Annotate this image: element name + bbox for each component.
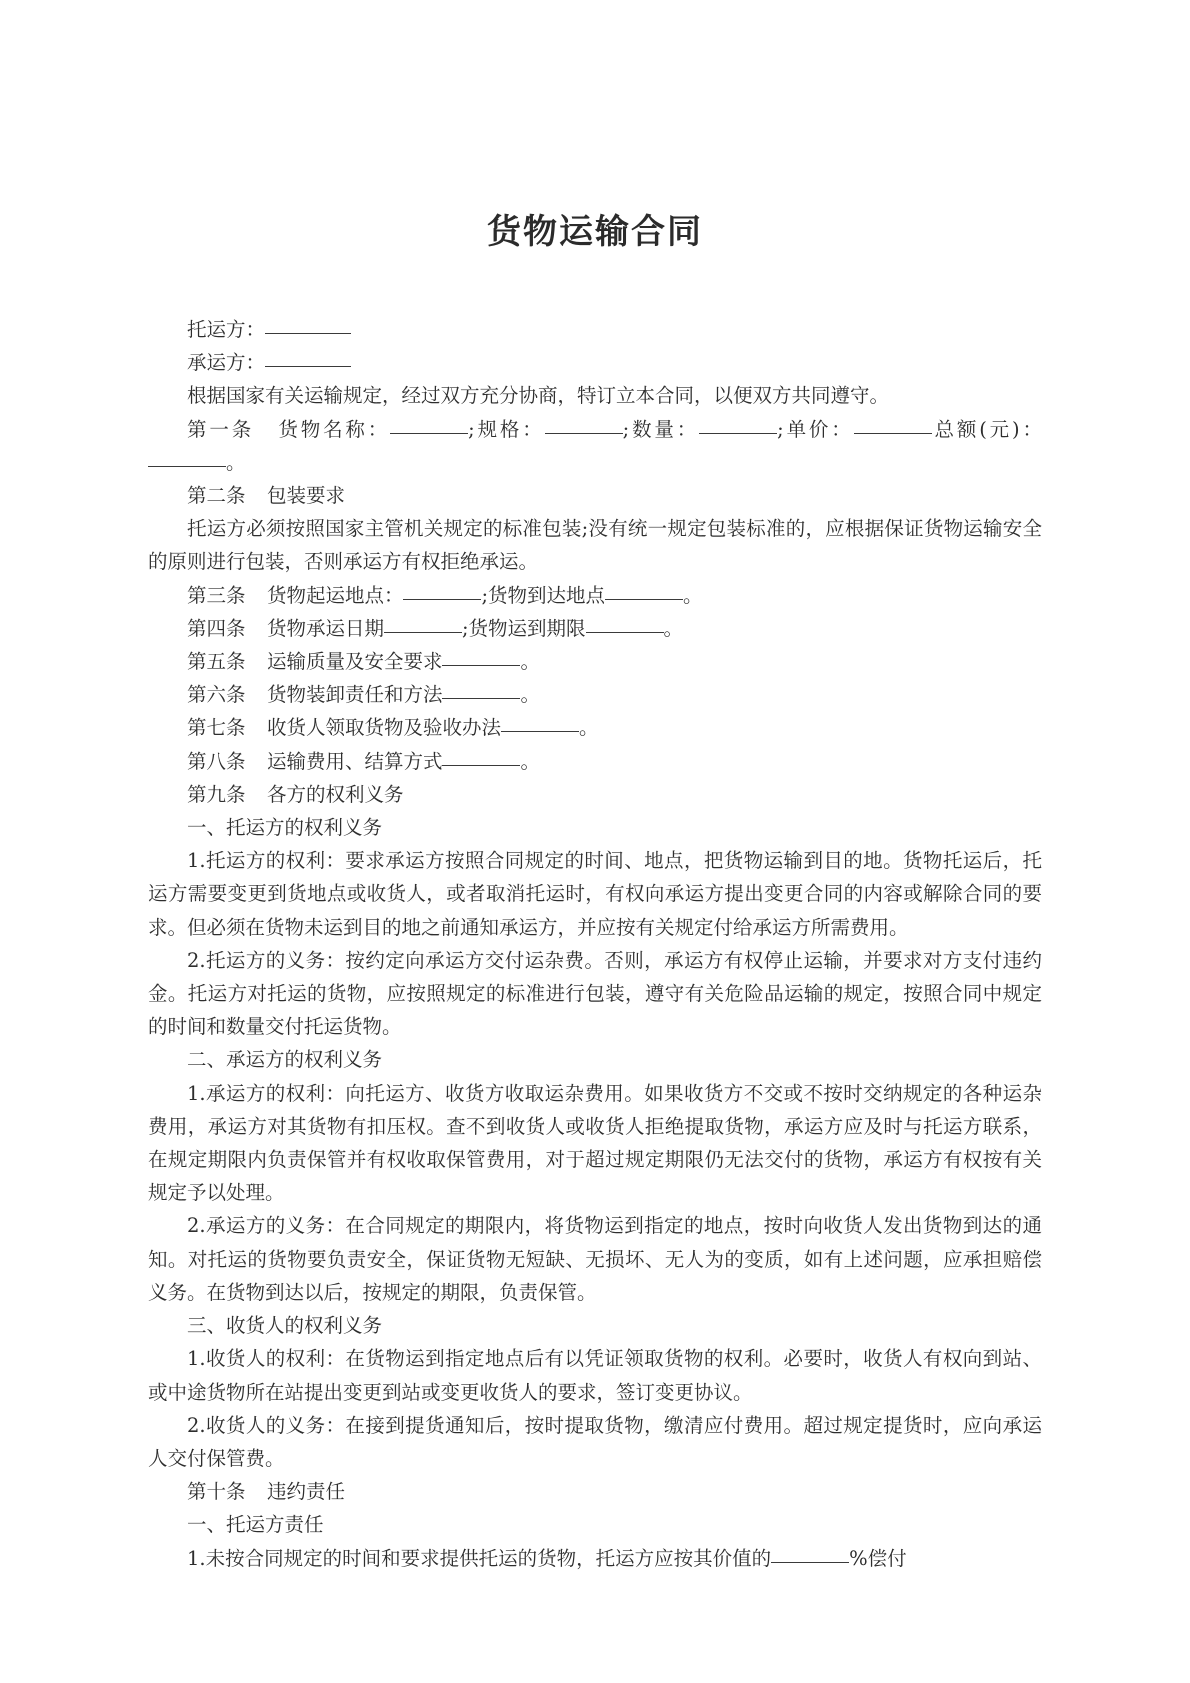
article-3-period: 。 bbox=[683, 583, 703, 607]
article-4-date-blank[interactable] bbox=[384, 632, 462, 633]
subsection-3-item-1: 1.收货人的权利：在货物运到指定地点后有以凭证领取货物的权利。必要时，收货人有权向到站、或中途货物所在站提出变更到站或变更收货人的要求，签订变更协议。 bbox=[148, 1347, 1042, 1404]
article-5-line bbox=[148, 645, 1042, 678]
article-3-heading: 货物起运地点： bbox=[266, 583, 404, 607]
party-shipper-line bbox=[148, 313, 1042, 346]
article-1-total-blank[interactable] bbox=[148, 466, 226, 467]
article-1-label-name: 货物名称： bbox=[275, 417, 391, 441]
article-1-spec-blank[interactable] bbox=[545, 433, 623, 434]
page-title: 货物运输合同 bbox=[487, 212, 703, 252]
article-6-blank[interactable] bbox=[442, 698, 520, 699]
article-8-number: 第八条 bbox=[187, 749, 246, 773]
article-6-number: 第六条 bbox=[187, 683, 246, 707]
article-6-line bbox=[148, 678, 1042, 711]
article-7-blank[interactable] bbox=[501, 731, 579, 732]
subsection-3-item-2: 2.收货人的义务：在接到提货通知后，按时提取货物，缴清应付费用。超过规定提货时，应向承运人交付保管费。 bbox=[148, 1413, 1042, 1470]
article-4-heading: 货物承运日期 bbox=[266, 616, 384, 640]
article-10-percent-blank[interactable] bbox=[771, 1562, 849, 1563]
article-4-number: 第四条 bbox=[187, 616, 246, 640]
article-1-line bbox=[148, 413, 1042, 479]
article-9-number: 第九条 bbox=[187, 782, 246, 806]
article-5-period: 。 bbox=[520, 650, 540, 674]
article-10-heading-line bbox=[148, 1475, 1042, 1508]
article-3-line bbox=[148, 579, 1042, 612]
article-2-paragraph: 托运方必须按照国家主管机关规定的标准包装;没有统一规定包装标准的，应根据保证货物运输安全的原则进行包装，否则承运方有权拒绝承运。 bbox=[148, 517, 1042, 574]
article-10-heading: 违约责任 bbox=[266, 1480, 345, 1504]
article-8-blank[interactable] bbox=[442, 765, 520, 766]
article-7-period: 。 bbox=[578, 716, 599, 740]
subsection-1-heading: 一、托运方的权利义务 bbox=[187, 816, 383, 840]
article-7-number: 第七条 bbox=[187, 716, 246, 740]
article-8-period: 。 bbox=[520, 749, 540, 773]
party-carrier-blank[interactable] bbox=[265, 366, 351, 367]
article-9-heading: 各方的权利义务 bbox=[266, 782, 404, 806]
document-body bbox=[148, 0, 1042, 1575]
article-1-label-price: ;单价： bbox=[777, 417, 854, 441]
article-10-subsection-heading: 一、托运方责任 bbox=[187, 1513, 324, 1537]
article-1-price-blank[interactable] bbox=[854, 433, 932, 434]
article-3-tail: ;货物到达地点 bbox=[481, 583, 606, 607]
preamble-paragraph: 根据国家有关运输规定，经过双方充分协商，特订立本合同，以便双方共同遵守。 bbox=[187, 384, 890, 408]
article-5-blank[interactable] bbox=[442, 665, 520, 666]
subsection-1-item-1: 1.托运方的权利：要求承运方按照合同规定的时间、地点，把货物运输到目的地。货物托运后，托运方需要变更到货地点或收货人，或者取消托运时，有权向承运方提出变更合同的内容或解除合同的要求。但必须在货物未运到目的地之前通知承运方，并应按有关规定付给承运方所需费用。 bbox=[148, 849, 1042, 939]
subsection-2-heading: 二、承运方的权利义务 bbox=[187, 1048, 383, 1072]
article-8-heading: 运输费用、结算方式 bbox=[266, 749, 443, 773]
subsection-2-item-1: 1.承运方的权利：向托运方、收货方收取运杂费用。如果收货方不交或不按时交纳规定的各种运杂费用，承运方对其货物有扣压权。查不到收货人或收货人拒绝提取货物，承运方应及时与托运方联系，在规定期限内负责保管并有权收取保管费用，对于超过规定期限仍无法交付的货物，承运方有权按有关规定予以处理。 bbox=[148, 1081, 1042, 1205]
subsection-2-item-2: 2.承运方的义务：在合同规定的期限内，将货物运到指定的地点，按时向收货人发出货物到达的通知。对托运的货物要负责安全，保证货物无短缺、无损坏、无人为的变质，如有上述问题，应承担赔偿义务。在货物到达以后，按规定的期限，负责保管。 bbox=[148, 1214, 1042, 1304]
article-1-name-blank[interactable] bbox=[390, 433, 468, 434]
article-10-item-1-text: 1.未按合同规定的时间和要求提供托运的货物，托运方应按其价值的 bbox=[187, 1546, 772, 1570]
article-1-qty-blank[interactable] bbox=[699, 433, 777, 434]
article-7-line bbox=[148, 711, 1042, 744]
article-3-number: 第三条 bbox=[187, 583, 246, 607]
article-10-number: 第十条 bbox=[187, 1480, 246, 1504]
article-3-destination-blank[interactable] bbox=[605, 599, 683, 600]
article-4-deadline-blank[interactable] bbox=[586, 632, 664, 633]
article-6-heading: 货物装卸责任和方法 bbox=[266, 683, 443, 707]
article-5-number: 第五条 bbox=[187, 650, 246, 674]
article-1-label-spec: ;规格： bbox=[468, 417, 545, 441]
article-1-number: 第一条 bbox=[187, 417, 255, 441]
article-4-period: 。 bbox=[663, 616, 684, 640]
article-2-heading-line bbox=[148, 479, 1042, 512]
article-2-heading: 包装要求 bbox=[266, 484, 345, 508]
subsection-3-heading: 三、收货人的权利义务 bbox=[187, 1314, 383, 1338]
party-carrier-label: 承运方： bbox=[187, 351, 266, 375]
article-5-heading: 运输质量及安全要求 bbox=[266, 650, 443, 674]
party-shipper-label: 托运方： bbox=[187, 318, 266, 341]
article-1-label-total: 总额(元)： bbox=[931, 417, 1043, 441]
article-9-heading-line bbox=[148, 778, 1042, 811]
article-4-line bbox=[148, 612, 1042, 645]
article-3-origin-blank[interactable] bbox=[403, 599, 481, 600]
contract-content bbox=[148, 313, 1042, 1575]
party-shipper-blank[interactable] bbox=[265, 333, 351, 334]
article-1-label-qty: ;数量： bbox=[622, 417, 700, 441]
party-carrier-line bbox=[148, 346, 1042, 379]
article-6-period: 。 bbox=[520, 683, 540, 707]
article-1-period: 。 bbox=[226, 450, 246, 474]
article-10-item-1 bbox=[148, 1542, 1042, 1575]
article-4-tail: ;货物运到期限 bbox=[461, 616, 586, 640]
article-7-heading: 收货人领取货物及验收办法 bbox=[266, 716, 501, 740]
article-2-number: 第二条 bbox=[187, 484, 246, 508]
subsection-1-item-2: 2.托运方的义务：按约定向承运方交付运杂费。否则，承运方有权停止运输，并要求对方支付违约金。托运方对托运的货物，应按照规定的标准进行包装，遵守有关危险品运输的规定，按照合同中规定的时间和数量交付托运货物。 bbox=[148, 948, 1042, 1039]
article-8-line bbox=[148, 745, 1042, 778]
article-10-item-1-suffix: %偿付 bbox=[849, 1546, 907, 1570]
